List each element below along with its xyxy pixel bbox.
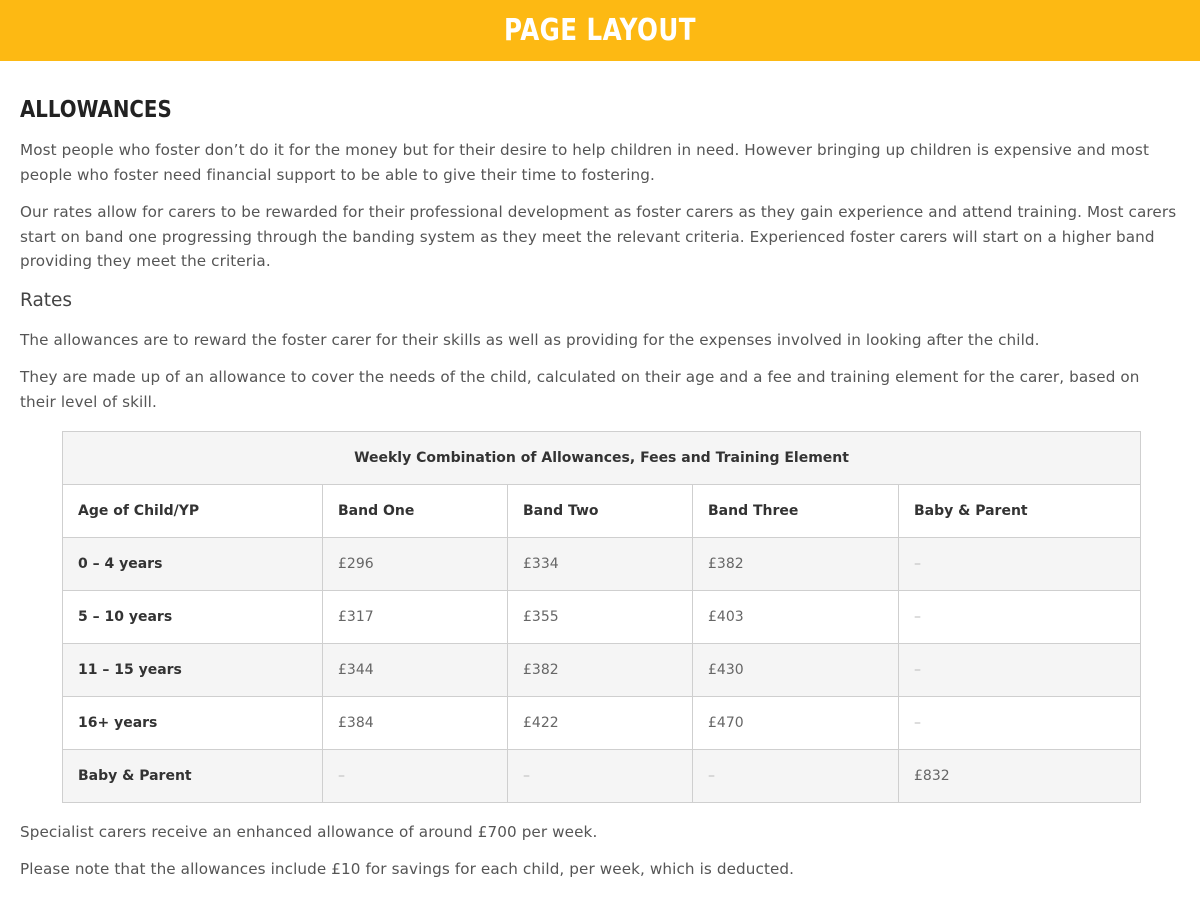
band-two-cell: – <box>508 750 693 803</box>
band-three-cell: £382 <box>693 538 899 591</box>
intro-paragraph-2: Our rates allow for carers to be rewarded for their professional development as foster carers as they gain experience and attend training. Most carers start on band one progressing through the banding system as they meet the relevant criteria. Experienced foster carers will start on a higher band providing they meet the criteria. <box>20 203 1177 270</box>
band-one-cell: – <box>323 750 508 803</box>
band-three-cell: £470 <box>693 697 899 750</box>
band-two-cell: £355 <box>508 591 693 644</box>
baby-parent-cell: – <box>899 697 1141 750</box>
band-one-cell: £384 <box>323 697 508 750</box>
age-cell: Baby & Parent <box>63 750 323 803</box>
band-one-cell: £317 <box>323 591 508 644</box>
band-three-cell: – <box>693 750 899 803</box>
table-caption: Weekly Combination of Allowances, Fees and Training Element <box>63 432 1141 485</box>
age-cell: 11 – 15 years <box>63 644 323 697</box>
table-row <box>63 644 1141 697</box>
column-header-band-three: Band Three <box>693 485 899 538</box>
band-three-cell: £430 <box>693 644 899 697</box>
savings-note: Please note that the allowances include £10 for savings for each child, per week, which is deducted. <box>20 859 795 878</box>
table-row <box>63 697 1141 750</box>
band-one-cell: £296 <box>323 538 508 591</box>
page-header-bar <box>0 0 1200 61</box>
age-cell: 5 – 10 years <box>63 591 323 644</box>
table-row <box>63 591 1141 644</box>
band-three-cell: £403 <box>693 591 899 644</box>
table-header-row <box>63 485 1141 538</box>
column-header-baby-parent: Baby & Parent <box>899 485 1141 538</box>
table-row <box>63 538 1141 591</box>
rates-table-container <box>62 431 1140 803</box>
baby-parent-cell: – <box>899 591 1141 644</box>
main-content <box>0 95 1200 881</box>
allowances-heading: ALLOWANCES <box>20 97 172 123</box>
age-cell: 16+ years <box>63 697 323 750</box>
baby-parent-cell: £832 <box>899 750 1141 803</box>
column-header-band-one: Band One <box>323 485 508 538</box>
page-title: PAGE LAYOUT <box>504 13 696 48</box>
band-two-cell: £422 <box>508 697 693 750</box>
band-two-cell: £382 <box>508 644 693 697</box>
table-row <box>63 750 1141 803</box>
baby-parent-cell: – <box>899 644 1141 697</box>
specialist-note: Specialist carers receive an enhanced allowance of around £700 per week. <box>20 823 598 841</box>
rates-table <box>62 431 1141 803</box>
column-header-band-two: Band Two <box>508 485 693 538</box>
rates-paragraph-2: They are made up of an allowance to cover the needs of the child, calculated on their age and a fee and training element for the carer, based on their level of skill. <box>20 368 1140 411</box>
band-one-cell: £344 <box>323 644 508 697</box>
column-header-age: Age of Child/YP <box>63 485 323 538</box>
age-cell: 0 – 4 years <box>63 538 323 591</box>
rates-paragraph-1: The allowances are to reward the foster carer for their skills as well as providing for the expenses involved in looking after the child. <box>20 330 1040 349</box>
baby-parent-cell: – <box>899 538 1141 591</box>
rates-heading: Rates <box>20 289 73 311</box>
intro-paragraph-1: Most people who foster don’t do it for the money but for their desire to help children in need. However bringing up children is expensive and most people who foster need financial support to be able to give their time to fostering. <box>20 141 1150 184</box>
band-two-cell: £334 <box>508 538 693 591</box>
